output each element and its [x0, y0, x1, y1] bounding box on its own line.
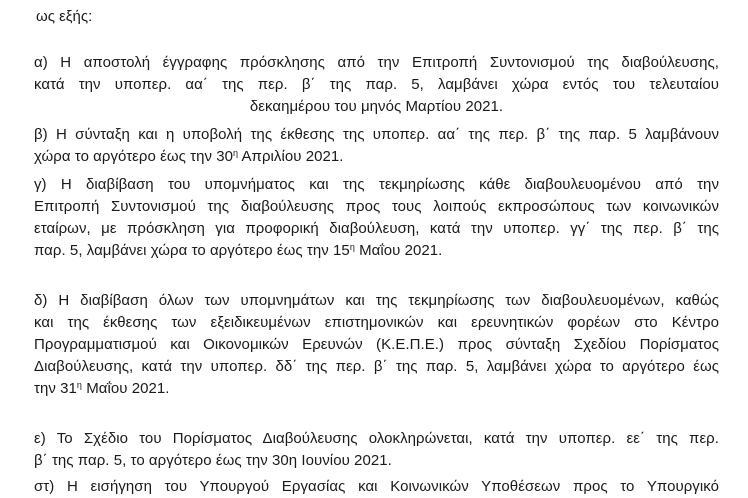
line-text: παρ. 5, λαμβάνει χώρα το αργότερο έως την 15 [34, 242, 350, 259]
superscript: η [233, 148, 239, 158]
superscript: η [349, 242, 355, 252]
paragraph-line [34, 240, 719, 262]
line-text: Απριλίου 2021. [238, 148, 344, 165]
superscript: η [76, 380, 82, 390]
paragraph-line [34, 146, 719, 168]
paragraph-line: στ) Η εισήγηση του Υπουργού Εργασίας και Κοινωνικών Υποθέσεων προς το Υπουργικό [34, 478, 719, 495]
paragraph-a [34, 52, 719, 118]
paragraph-d [34, 290, 719, 400]
paragraph-line: δ) Η διαβίβαση όλων των υπομνημάτων και της τεκμηρίωσης των διαβουλευομένων, καθώς [34, 292, 719, 309]
paragraph-line: β) Η σύνταξη και η υποβολή της έκθεσης της υποπερ. αα΄ της περ. β΄ της παρ. 5 λαμβάνουν [34, 126, 719, 143]
paragraph-line: εταίρων, με πρόσκληση για προφορική διαβούλευση, κατά την υποπερ. γγ΄ της περ. β΄ της [34, 220, 719, 237]
paragraph-line: και της έκθεσης των εξειδικευμένων επιστημονικών και ερευνητικών φορέων στο Κέντρο [34, 314, 719, 331]
paragraph-line: Προγραμματισμού και Οικονομικών Ερευνών (Κ.Ε.Π.Ε.) προς σύνταξη Σχεδίου Πορίσματος [34, 336, 719, 353]
paragraph-line: α) Η αποστολή έγγραφης πρόσκλησης από την Επιτροπή Συντονισμού της διαβούλευσης, [34, 54, 719, 71]
paragraph-b [34, 124, 719, 168]
line-text: Μαΐου 2021. [81, 380, 170, 397]
paragraph-line: γ) Η διαβίβαση του υπομνήματος και της τεκμηρίωσης κάθε διαβουλευομένου από την [34, 176, 719, 193]
paragraph-line: κατά την υποπερ. αα΄ της περ. β΄ της παρ. 5, λαμβάνει χώρα εντός του τελευταίου [34, 76, 719, 93]
intro-text: ως εξής: [36, 8, 93, 25]
line-text: χώρα το αργότερο έως την 30 [34, 148, 234, 165]
paragraph-line [34, 378, 719, 400]
paragraph-line: β΄ της παρ. 5, το αργότερο έως την 30η Ιουνίου 2021. [34, 452, 392, 469]
paragraph-line: ε) Το Σχέδιο του Πορίσματος Διαβούλευσης ολοκληρώνεται, κατά την υποπερ. εε΄ της περ. [34, 430, 719, 447]
paragraph-e [34, 428, 719, 472]
paragraph-c [34, 174, 719, 262]
line-text: Μαΐου 2021. [354, 242, 443, 259]
paragraph-f [34, 476, 719, 498]
paragraph-line: δεκαημέρου του μηνός Μαρτίου 2021. [249, 98, 504, 115]
paragraph-line: Επιτροπή Συντονισμού της διαβούλευσης προς τους λοιπούς εκπροσώπους των κοινωνικών [34, 198, 719, 215]
line-text: την 31 [34, 380, 77, 397]
paragraph-line: Διαβούλευσης, κατά την υποπερ. δδ΄ της περ. β΄ της παρ. 5, λαμβάνει χώρα το αργότερο έως [34, 358, 719, 375]
